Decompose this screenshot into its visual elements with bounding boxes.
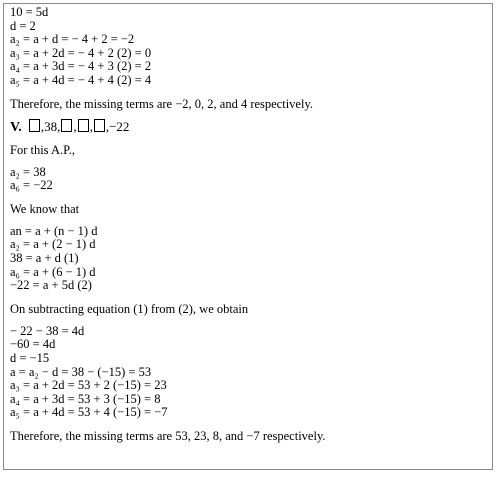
equation-line: 10 = 5d [10, 5, 49, 19]
equation-line: a₃ = a + 2d = 53 + 2 (−15) = 23 [10, 378, 167, 393]
equation-line: d = 2 [10, 18, 36, 33]
solution-content [10, 6, 486, 443]
blank-box [61, 119, 72, 132]
equation-line: a₄ = a + 3d = 53 + 3 (−15) = 8 [10, 391, 161, 406]
equation-line: a₅ = a + 4d = − 4 + 4 (2) = 4 [10, 72, 152, 87]
conclusion-2: Therefore, the missing terms are 53, 23, 8, and −7 respectively. [10, 428, 326, 443]
we-know-that: We know that [10, 201, 80, 216]
seq-sep: , [73, 118, 77, 134]
equation-line: a₂ = a + d = − 4 + 2 = −2 [10, 32, 135, 47]
seq-sep: ,−22 [105, 118, 130, 134]
equation-line: −22 = a + 5d (2) [10, 278, 92, 293]
question-number: V. [10, 119, 22, 135]
equation-line: a = a₂ − d = 38 − (−15) = 53 [10, 364, 152, 379]
for-this-ap: For this A.P., [10, 142, 75, 157]
equation-line: an = a + (n − 1) d [10, 223, 98, 238]
blank-box [78, 119, 89, 132]
on-subtracting: On subtracting equation (1) from (2), we obtain [10, 301, 249, 316]
solution-frame [3, 3, 493, 470]
equation-block-2 [10, 166, 486, 193]
blank-box [29, 119, 40, 132]
equation-line: 38 = a + d (1) [10, 250, 79, 265]
equation-line: a₆ = a + (6 − 1) d [10, 264, 96, 279]
equation-line: a₂ = 38 [10, 164, 46, 179]
equation-block-4 [10, 325, 486, 420]
equation-line: a₄ = a + 3d = − 4 + 3 (2) = 2 [10, 59, 152, 74]
equation-block-3 [10, 225, 486, 293]
blank-box [94, 119, 105, 132]
equation-block-1 [10, 6, 486, 88]
question-heading [10, 119, 486, 136]
equation-line: −60 = 4d [10, 337, 56, 352]
seq-sep: , [89, 118, 93, 134]
equation-line: a₅ = a + 4d = 53 + 4 (−15) = −7 [10, 405, 168, 420]
conclusion-1: Therefore, the missing terms are −2, 0, 2, and 4 respectively. [10, 96, 314, 111]
seq-sep: ,38, [40, 118, 61, 134]
equation-line: d = −15 [10, 350, 50, 365]
equation-line: − 22 − 38 = 4d [10, 323, 85, 338]
equation-line: a₂ = a + (2 − 1) d [10, 237, 96, 252]
equation-line: a₃ = a + 2d = − 4 + 2 (2) = 0 [10, 45, 152, 60]
equation-line: a₆ = −22 [10, 178, 53, 193]
